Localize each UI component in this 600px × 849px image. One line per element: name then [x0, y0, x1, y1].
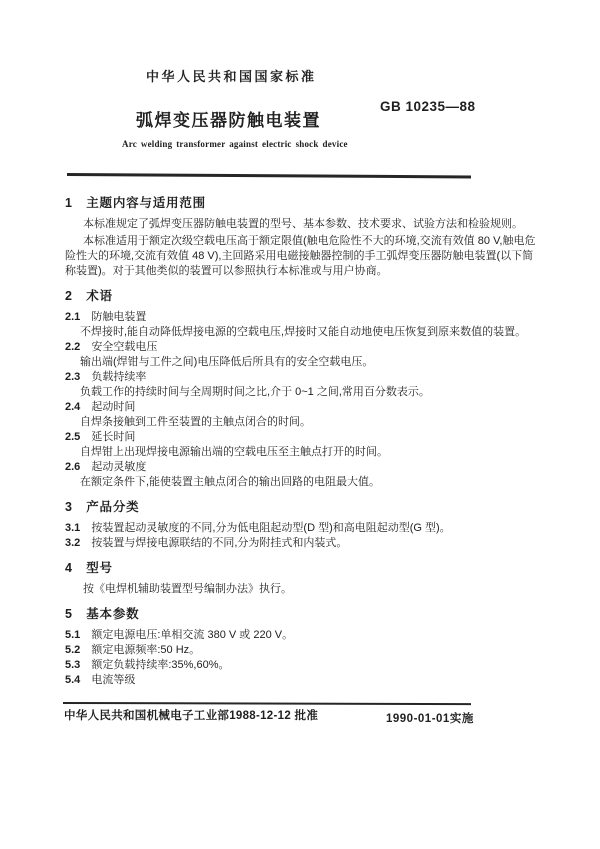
- clause-number: 2.4: [65, 401, 81, 413]
- section-heading-1: [65, 196, 543, 211]
- term-definition: 自焊条接触到工件至装置的主触点闭合的时间。: [80, 416, 311, 428]
- term-definition: 负载工作的持续时间与全周期时间之比,介于 0~1 之间,常用百分数表示。: [80, 386, 430, 398]
- clause-number: 5.2: [65, 644, 81, 656]
- term-clause: [65, 310, 543, 325]
- clause-number: 2.2: [65, 341, 81, 353]
- clause-item: [65, 628, 543, 643]
- section-heading-5: [65, 607, 543, 622]
- term-clause: [65, 400, 543, 415]
- term-definition: 不焊接时,能自动降低焊接电源的空载电压,焊接时又能自动地使电压恢复到原来数值的装置。: [80, 326, 527, 338]
- clause-text: 按装置起动灵敏度的不同,分为低电阻起动型(D 型)和高电阻起动型(G 型)。: [91, 522, 451, 534]
- clause-number: 3.1: [65, 522, 81, 534]
- approval-note: 中华人民共和国机械电子工业部1988-12-12 批准: [64, 710, 319, 722]
- term-clause: [65, 370, 543, 385]
- section-number: 5: [65, 607, 72, 621]
- clause-text: 额定负载持续率:35%,60%。: [91, 659, 230, 671]
- section-heading-4: [65, 561, 543, 576]
- section-title: 主题内容与适用范围: [86, 196, 206, 210]
- section-title: 基本参数: [86, 607, 140, 621]
- standard-label: 中华人民共和国国家标准: [146, 69, 317, 84]
- section-title: 产品分类: [86, 500, 140, 514]
- clause-number: 3.2: [65, 537, 81, 549]
- clause-text: 额定电源电压:单相交流 380 V 或 220 V。: [91, 629, 294, 641]
- term-definition: 自焊钳上出现焊接电源输出端的空载电压至主触点打开的时间。: [80, 446, 388, 458]
- section-title: 术语: [86, 289, 113, 303]
- section-number: 1: [65, 196, 72, 210]
- paragraph: 按《电焊机辅助装置型号编制办法》执行。: [83, 583, 292, 595]
- page-title-english: Arc welding transformer against electric shock device: [122, 139, 348, 149]
- clause-number: 2.6: [65, 461, 81, 473]
- section-heading-2: [65, 289, 543, 304]
- section-number: 4: [65, 561, 72, 575]
- clause-number: 2.1: [65, 311, 81, 323]
- clause-item: [65, 643, 543, 658]
- term-title: 起动灵敏度: [91, 461, 147, 473]
- term-title: 安全空载电压: [91, 341, 158, 353]
- header-rule: [67, 173, 471, 178]
- clause-item: [65, 673, 543, 688]
- document-body: [65, 196, 543, 688]
- clause-number: 5.4: [65, 674, 81, 686]
- section-title: 型号: [86, 561, 113, 575]
- term-title: 负载持续率: [91, 371, 147, 383]
- clause-number: 2.3: [65, 371, 81, 383]
- page-title: 弧焊变压器防触电装置: [136, 111, 321, 130]
- clause-item: [65, 658, 543, 673]
- standard-code: GB 10235—88: [380, 99, 476, 114]
- clause-number: 5.3: [65, 659, 81, 671]
- clause-text: 额定电源频率:50 Hz。: [91, 644, 201, 656]
- paragraph: 本标准适用于额定次级空载电压高于额定限值(触电危险性不大的环境,交流有效值 80 V,触电危险性大的环境,交流有效值 48 V),主回路采用电磁接触器控制的手工弧焊变压器防触电装置(以下简称装置)。对于其他类似的装置可以参照执行本标准或与用户协商。: [65, 235, 536, 277]
- clause-number: 5.1: [65, 629, 81, 641]
- footer-rule: [63, 702, 471, 705]
- clause-number: 2.5: [65, 431, 81, 443]
- term-title: 起动时间: [91, 401, 136, 413]
- paragraph: 本标准规定了弧焊变压器防触电装置的型号、基本参数、技术要求、试验方法和检验规则。: [83, 218, 523, 230]
- section-heading-3: [65, 500, 543, 515]
- term-title: 防触电装置: [91, 311, 147, 323]
- term-definition: 输出端(焊钳与工件之间)电压降低后所具有的安全空载电压。: [80, 356, 374, 368]
- term-clause: [65, 460, 543, 475]
- implementation-note: 1990-01-01实施: [386, 713, 474, 725]
- clause-item: [65, 536, 543, 551]
- term-clause: [65, 430, 543, 445]
- clause-text: 按装置与焊接电源联结的不同,分为附挂式和内装式。: [91, 537, 348, 549]
- term-clause: [65, 340, 543, 355]
- section-number: 2: [65, 289, 72, 303]
- clause-item: [65, 521, 543, 536]
- term-title: 延长时间: [91, 431, 136, 443]
- term-definition: 在额定条件下,能使装置主触点闭合的输出回路的电阻最大值。: [80, 476, 381, 488]
- clause-text: 电流等级: [91, 674, 136, 686]
- section-number: 3: [65, 500, 72, 514]
